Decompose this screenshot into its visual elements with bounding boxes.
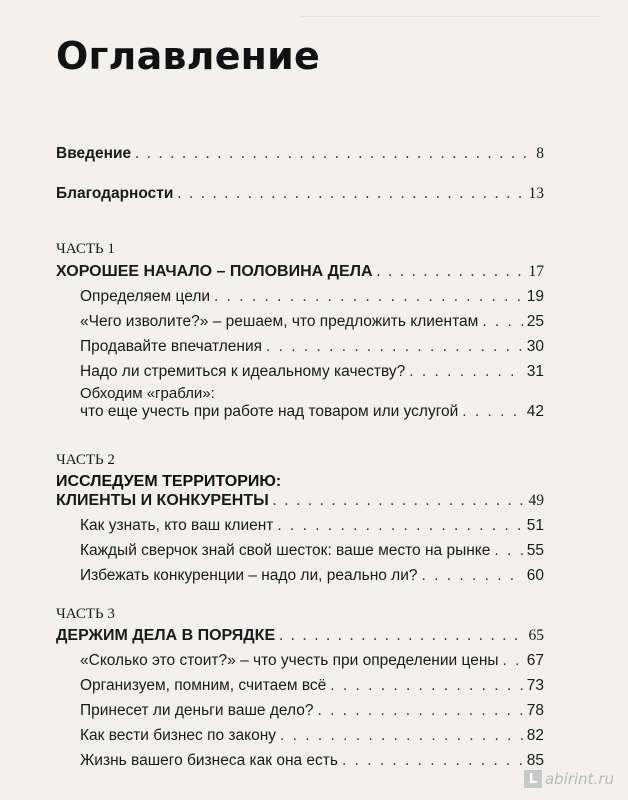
toc-entry-page: 17	[528, 263, 544, 280]
toc-entry	[80, 652, 544, 670]
toc-entry-label-line1: Обходим «грабли»:	[80, 385, 215, 402]
toc-entry	[80, 567, 544, 585]
page-title: Оглавление	[56, 34, 320, 78]
leader-dots	[177, 185, 524, 203]
toc-entry-label: Избежать конкуренции – надо ли, реально ли?	[80, 567, 418, 584]
toc-entry-label: что еще учесть при работе над товаром или услугой	[80, 403, 459, 420]
leader-dots	[377, 263, 525, 281]
toc-entry	[80, 517, 544, 535]
leader-dots	[462, 403, 522, 421]
toc-entry-label: «Сколько это стоит?» – что учесть при определении цены	[80, 652, 499, 669]
part-heading-row	[56, 627, 544, 645]
toc-entry-label: Определяем цели	[80, 288, 211, 305]
toc-entry-label: Продавайте впечатления	[80, 338, 263, 355]
leader-dots	[279, 627, 524, 645]
toc-entry-page: 60	[526, 567, 544, 584]
leader-dots	[273, 492, 525, 510]
toc-entry	[80, 727, 544, 745]
leader-dots	[280, 727, 523, 745]
part-heading-row	[56, 492, 544, 510]
toc-entry-label: Организуем, помним, считаем всё	[80, 677, 327, 694]
show-through-decoration	[300, 6, 600, 17]
leader-dots	[503, 652, 523, 670]
toc-entry-label: Введение	[56, 145, 132, 162]
toc-entry-page: 31	[526, 363, 544, 380]
leader-dots	[214, 288, 523, 306]
part-label: ЧАСТЬ 2	[56, 452, 115, 468]
toc-entry-page: 19	[526, 288, 544, 305]
toc-entry-page: 85	[526, 752, 544, 769]
toc-entry-acknowledgements	[56, 185, 544, 203]
leader-dots	[135, 145, 532, 163]
toc-entry	[80, 363, 544, 381]
leader-dots	[422, 567, 523, 585]
toc-entry-label: Жизнь вашего бизнеса как она есть	[80, 752, 338, 769]
toc-entry-page: 78	[526, 702, 544, 719]
leader-dots	[317, 702, 522, 720]
toc-entry-label: Как узнать, кто ваш клиент	[80, 517, 274, 534]
part-heading: ДЕРЖИМ ДЕЛА В ПОРЯДКЕ	[56, 627, 276, 644]
leader-dots	[266, 338, 523, 356]
toc-entry-page: 25	[526, 313, 544, 330]
part-label: ЧАСТЬ 3	[56, 606, 115, 622]
toc-entry	[80, 288, 544, 306]
toc-entry-page: 42	[526, 403, 544, 420]
toc-entry-label: Каждый сверчок знай свой шесток: ваше место на рынке	[80, 542, 491, 559]
toc-entry	[80, 338, 544, 356]
toc-entry-label: Надо ли стремиться к идеальному качеству?	[80, 363, 406, 380]
part-heading-row	[56, 263, 544, 281]
toc-entry-page: 65	[528, 627, 544, 644]
toc-entry-page: 73	[526, 677, 544, 694]
toc-entry-page: 51	[526, 517, 544, 534]
leader-dots	[342, 752, 523, 770]
watermark-logo-icon: L	[524, 770, 542, 788]
toc-entry	[80, 752, 544, 770]
leader-dots	[482, 313, 522, 331]
toc-entry-page: 30	[526, 338, 544, 355]
leader-dots	[330, 677, 522, 695]
toc-entry-page: 13	[528, 185, 544, 202]
leader-dots	[409, 363, 522, 381]
leader-dots	[277, 517, 522, 535]
toc-entry-page: 55	[526, 542, 544, 559]
toc-entry-label: Как вести бизнес по закону	[80, 727, 277, 744]
toc-entry-label: «Чего изволите?» – решаем, что предложить клиентам	[80, 313, 479, 330]
toc-entry-label: Принесет ли деньги ваше дело?	[80, 702, 314, 719]
toc-entry	[80, 313, 544, 331]
leader-dots	[494, 542, 522, 560]
site-watermark	[524, 770, 614, 788]
toc-entry-page: 8	[536, 145, 544, 162]
toc-entry-page: 67	[526, 652, 544, 669]
toc-entry-introduction	[56, 145, 544, 163]
toc-entry	[80, 702, 544, 720]
toc-entry-page: 49	[528, 492, 544, 509]
toc-entry-page: 82	[526, 727, 544, 744]
toc-entry	[80, 542, 544, 560]
part-heading-line1: ИССЛЕДУЕМ ТЕРРИТОРИЮ:	[56, 473, 282, 490]
part-label: ЧАСТЬ 1	[56, 241, 115, 257]
watermark-text: abirint.ru	[544, 770, 614, 788]
toc-entry	[80, 403, 544, 421]
part-heading: КЛИЕНТЫ И КОНКУРЕНТЫ	[56, 492, 269, 509]
part-heading: ХОРОШЕЕ НАЧАЛО – ПОЛОВИНА ДЕЛА	[56, 263, 373, 280]
toc-entry-label: Благодарности	[56, 185, 174, 202]
toc-entry	[80, 677, 544, 695]
